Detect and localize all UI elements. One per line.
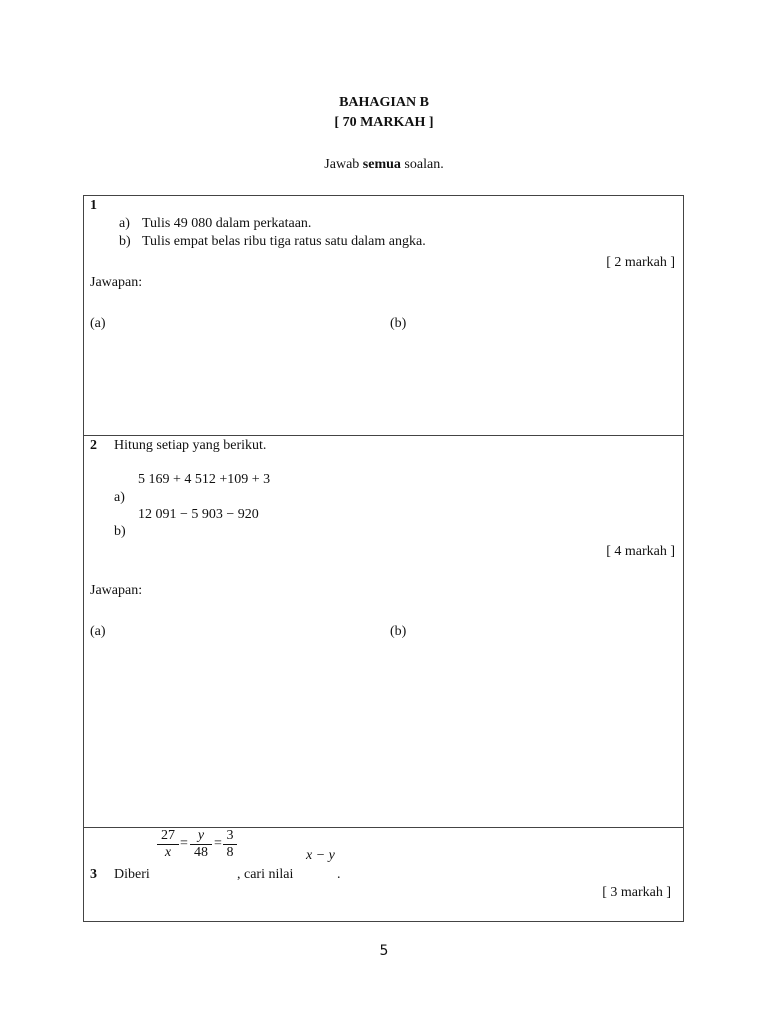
question-2-box bbox=[83, 435, 684, 828]
q3-equals-2: = bbox=[214, 836, 222, 851]
question-2-number: 2 bbox=[90, 438, 97, 453]
instruction-bold: semua bbox=[362, 157, 401, 172]
q3-fraction-1 bbox=[157, 828, 179, 861]
q3-fraction-2 bbox=[190, 828, 212, 861]
q2-answer-b[interactable]: (b) bbox=[390, 624, 407, 639]
q1-answer-b[interactable]: (b) bbox=[390, 316, 407, 331]
q3-given: Diberi bbox=[114, 867, 150, 882]
instruction-prefix: Jawab bbox=[324, 157, 363, 172]
q1-item-a-text: Tulis 49 080 dalam perkataan. bbox=[142, 216, 312, 231]
q1-marks: [ 2 markah ] bbox=[606, 255, 675, 270]
q1-item-a-label: a) bbox=[119, 216, 130, 231]
q3-fraction-3-numerator: 3 bbox=[223, 828, 237, 845]
question-3-box bbox=[83, 827, 684, 922]
q2-expression-a: 5 169 + 4 512 +109 + 3 bbox=[138, 472, 271, 487]
q1-answer-label: Jawapan: bbox=[90, 275, 143, 290]
page-number: 5 bbox=[379, 943, 389, 959]
q3-fraction-1-denominator: x bbox=[164, 845, 172, 860]
section-marks: [ 70 MARKAH ] bbox=[334, 115, 434, 130]
q3-find: , cari nilai bbox=[237, 867, 294, 882]
q1-item-b-text: Tulis empat belas ribu tiga ratus satu dalam angka. bbox=[142, 234, 426, 249]
q2-label-b: b) bbox=[114, 524, 126, 539]
q3-equals-1: = bbox=[180, 836, 188, 851]
q1-answer-a[interactable]: (a) bbox=[90, 316, 106, 331]
q2-prompt: Hitung setiap yang berikut. bbox=[114, 438, 267, 453]
question-1-number: 1 bbox=[90, 198, 97, 213]
q1-item-b-label: b) bbox=[119, 234, 131, 249]
instruction bbox=[0, 157, 768, 173]
q3-fraction-2-numerator: y bbox=[190, 828, 212, 845]
q2-answer-label: Jawapan: bbox=[90, 583, 143, 598]
instruction-suffix: soalan. bbox=[400, 157, 444, 172]
q2-expression-b: 12 091 − 5 903 − 920 bbox=[138, 507, 259, 522]
question-3-number: 3 bbox=[90, 867, 97, 882]
q3-end: . bbox=[337, 867, 341, 882]
section-title: BAHAGIAN B bbox=[339, 95, 429, 110]
q3-fraction-2-denominator: 48 bbox=[194, 845, 208, 860]
question-1-box bbox=[83, 195, 684, 436]
q3-fraction-1-numerator: 27 bbox=[157, 828, 179, 845]
q2-label-a: a) bbox=[114, 490, 125, 505]
q2-marks: [ 4 markah ] bbox=[606, 544, 675, 559]
q3-fraction-3-denominator: 8 bbox=[226, 845, 234, 860]
q3-fraction-3 bbox=[223, 828, 237, 861]
q2-answer-a[interactable]: (a) bbox=[90, 624, 106, 639]
q3-marks: [ 3 markah ] bbox=[602, 885, 671, 900]
q3-target-expression: x − y bbox=[306, 848, 335, 863]
